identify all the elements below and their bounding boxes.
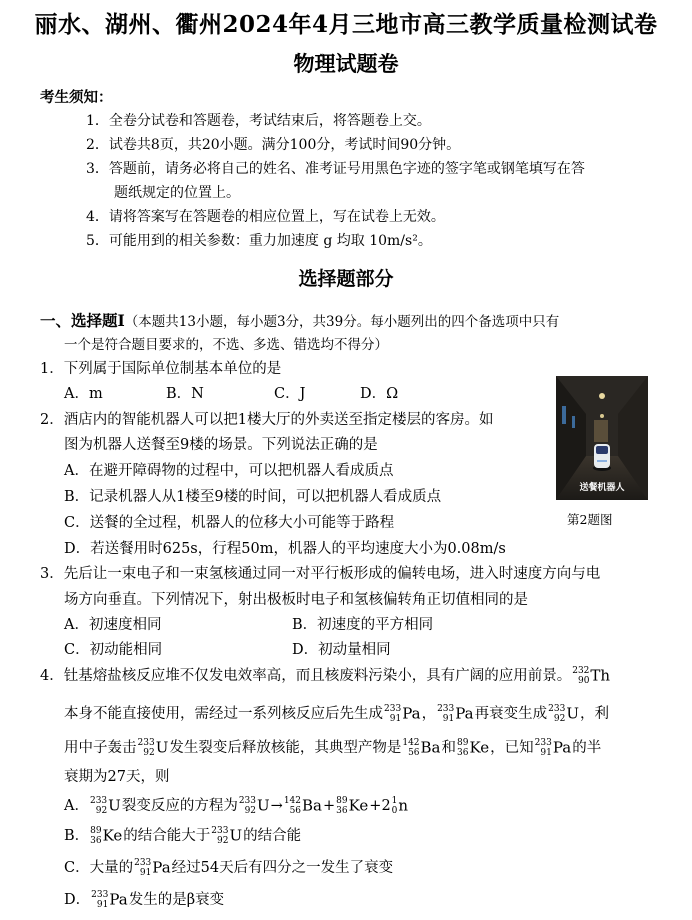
notice-item-5: 5．可能用到的相关参数：重力加速度 g 均取 10m/s²。 bbox=[86, 233, 432, 249]
q4-option-b: B． 89 36 Ke的结合能大于 233 92 U的结合能 bbox=[64, 826, 302, 846]
notice-item-4: 4．请将答案写在答题卷的相应位置上，写在试卷上无效。 bbox=[86, 209, 445, 225]
part1-desc-cont: 一个是符合题目要求的，不选、多选、错选均不得分） bbox=[64, 337, 388, 353]
exam-subtitle: 物理试题卷 bbox=[293, 51, 399, 76]
part1-heading: 一、选择题Ⅰ bbox=[40, 311, 125, 330]
section-title: 选择题部分 bbox=[298, 268, 394, 290]
q4-option-a: A． 233 92 U裂变反应的方程为 233 92 U→ 142 56 Ba+ 89 36 Ke+2 1 0 n bbox=[64, 796, 409, 816]
q2-option-a: A．在避开障碍物的过程中，可以把机器人看成质点 bbox=[64, 463, 394, 479]
part1-desc: （本题共13小题，每小题3分，共39分。每小题列出的四个备选项中只有 bbox=[124, 314, 560, 330]
q2-option-b: B．记录机器人从1楼至9楼的时间，可以把机器人看成质点 bbox=[64, 489, 442, 505]
nuclide-u233: 233 92 U bbox=[137, 738, 169, 758]
q1-option-a: A．m bbox=[64, 386, 103, 402]
q1-stem: 1．下列属于国际单位制基本单位的是 bbox=[40, 361, 282, 377]
exam-title: 丽水、湖州、衢州2024年4月三地市高三教学质量检测试卷 bbox=[34, 11, 658, 38]
q2-option-c: C．送餐的全过程，机器人的位移大小可能等于路程 bbox=[64, 515, 395, 531]
part1-heading-line bbox=[40, 309, 559, 331]
nuclide-u233: 233 92 U bbox=[548, 704, 579, 724]
notice-heading: 考生须知： bbox=[40, 89, 113, 106]
notice-item-1: 1．全卷分试卷和答题卷，考试结束后，将答题卷上交。 bbox=[86, 113, 431, 129]
robot-photo-caption: 送餐机器人 bbox=[579, 483, 625, 493]
notice-item-3: 3．答题前，请务必将自己的姓名、准考证号用黑色字迹的签字笔或钢笔填写在答 bbox=[86, 161, 585, 177]
nuclide-th232: 232 90 Th bbox=[572, 666, 611, 686]
nuclide-pa233: 233 91 Pa bbox=[534, 738, 572, 758]
q3-option-a: A．初速度相同 bbox=[64, 617, 162, 633]
q4-option-d: D． 233 91 Pa发生的是β衰变 bbox=[64, 890, 225, 910]
nuclide-pa233: 233 91 Pa bbox=[384, 704, 421, 724]
q2-figure-label: 第2题图 bbox=[567, 512, 613, 527]
q1-option-b: B．N bbox=[166, 386, 204, 402]
q2-stem-line1: 2．酒店内的智能机器人可以把1楼大厅的外卖送至指定楼层的客房。如 bbox=[40, 412, 494, 428]
q2-stem-line2: 图为机器人送餐至9楼的场景。下列说法正确的是 bbox=[64, 437, 378, 453]
notice-item-2: 2．试卷共8页，共20小题。满分100分，考试时间90分钟。 bbox=[86, 137, 461, 153]
nuclide-ke89: 89 36 Ke bbox=[457, 738, 490, 758]
q3-option-c: C．初动能相同 bbox=[64, 642, 163, 658]
q3-stem-line1: 3．先后让一束电子和一束氢核通过同一对平行板形成的偏转电场，进入时速度方向与电 bbox=[40, 566, 601, 582]
nuclide-pa233: 233 91 Pa bbox=[437, 704, 474, 724]
q4-line1 bbox=[40, 664, 611, 686]
q4-line4: 衰期为27天，则 bbox=[64, 769, 170, 785]
q3-option-d: D．初动量相同 bbox=[292, 642, 391, 658]
q4-option-c: C．大量的 233 91 Pa经过54天后有四分之一发生了衰变 bbox=[64, 858, 394, 878]
q4-stem-text: 4．钍基熔盐核反应堆不仅发电效率高，而且核废料污染小，具有广阔的应用前景。 bbox=[40, 668, 572, 684]
q4-line3: 用中子轰击 233 92 U发生裂变后释放核能，其典型产物是 142 56 Ba和 89 36 Ke，已知 233 91 Pa的半 bbox=[64, 738, 602, 758]
q4-line2: 本身不能直接使用，需经过一系列核反应后先生成 233 91 Pa， 233 91 Pa再衰变生成 233 92 U，利 bbox=[64, 704, 609, 724]
robot-photo bbox=[556, 376, 648, 500]
q3-option-b: B．初速度的平方相同 bbox=[292, 617, 434, 633]
q1-option-d: D．Ω bbox=[360, 386, 399, 402]
notice-item-3-cont: 题纸规定的位置上。 bbox=[114, 185, 240, 201]
q3-stem-line2: 场方向垂直。下列情况下，射出极板时电子和氢核偏转角正切值相同的是 bbox=[64, 592, 528, 608]
nuclide-ba142: 142 56 Ba bbox=[402, 738, 441, 758]
q1-option-c: C．J bbox=[274, 386, 306, 402]
q2-option-d: D．若送餐用时625s，行程50m，机器人的平均速度大小为0.08m/s bbox=[64, 541, 506, 557]
